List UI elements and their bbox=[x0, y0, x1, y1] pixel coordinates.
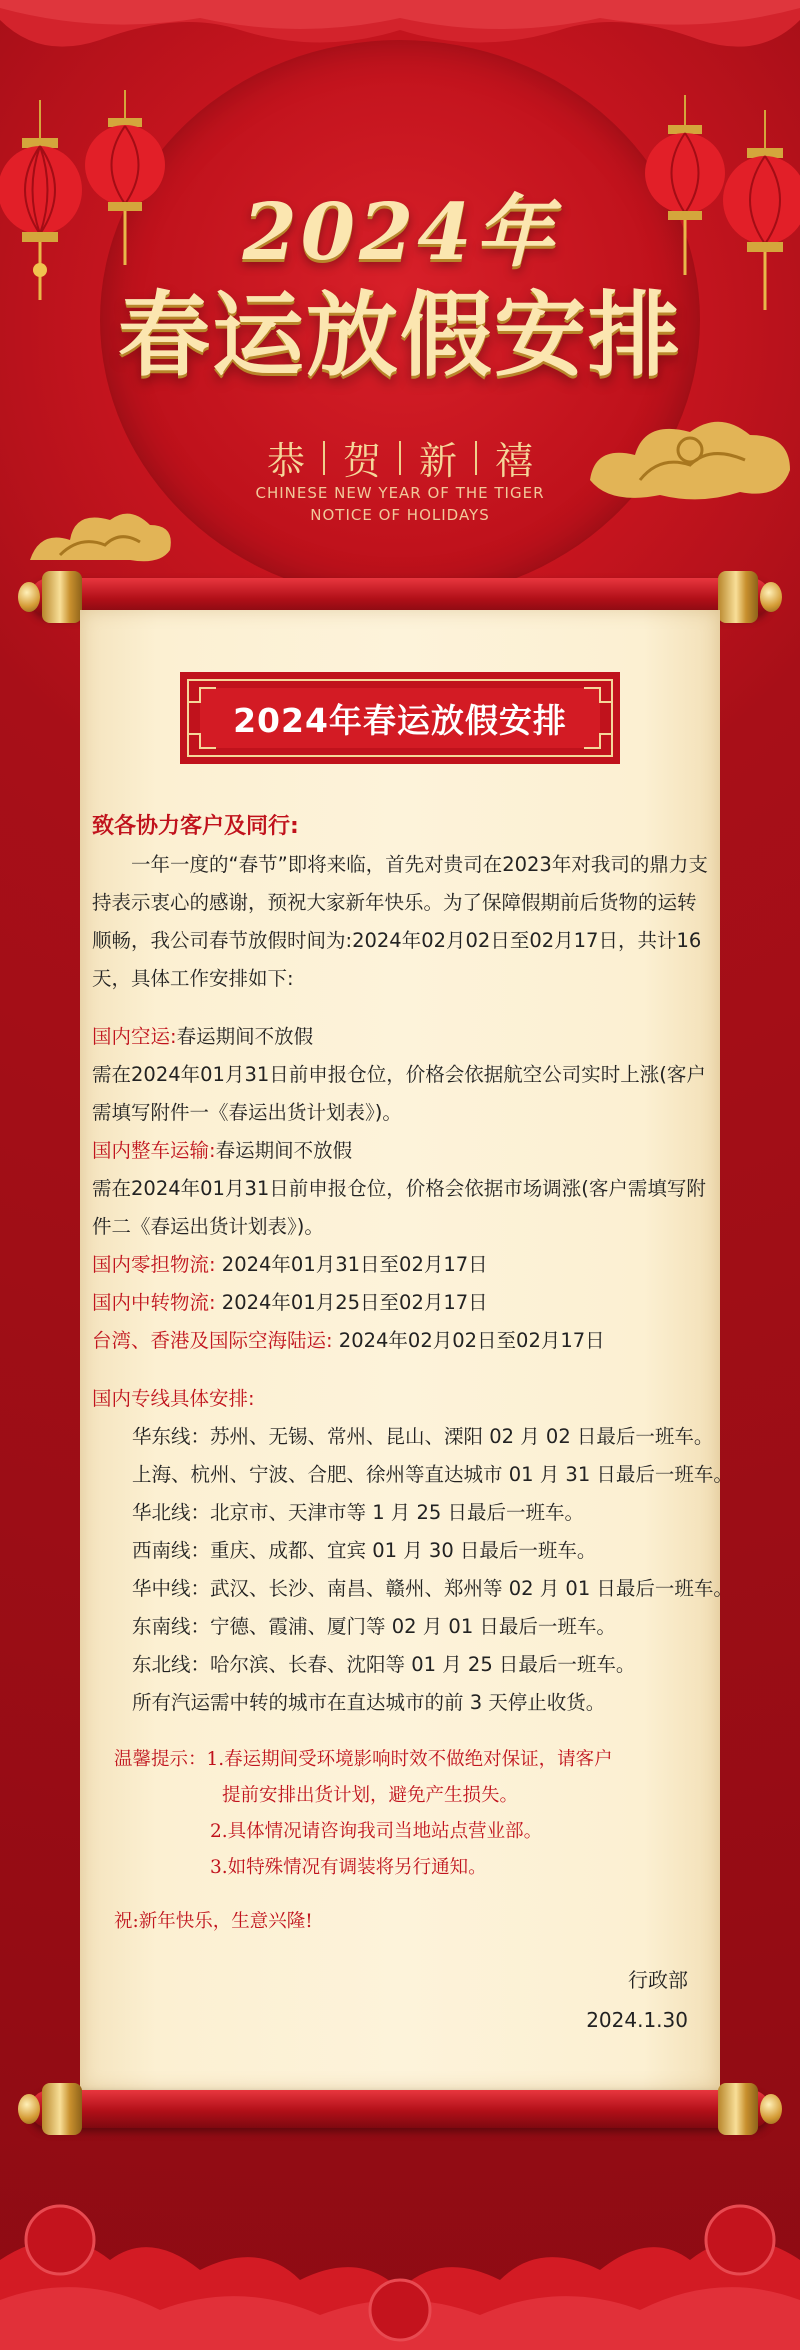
list-item: 上海、杭州、宁波、合肥、徐州等直达城市 01 月 31 日最后一班车。 bbox=[132, 1463, 733, 1486]
greeting-char: 禧 bbox=[495, 439, 534, 483]
page-title: 春运放假安排 bbox=[117, 281, 682, 389]
air-detail: 需在2024年01月31日前申报仓位，价格会依据航空公司实时上涨(客户需填写附件一《春运出货计划表》)。 bbox=[92, 1063, 706, 1124]
bottom-wave-decoration bbox=[0, 2200, 800, 2350]
notice-content bbox=[92, 808, 733, 2040]
truck-label: 国内整车运输: bbox=[92, 1139, 216, 1162]
air-row bbox=[92, 1018, 708, 1056]
salutation: 致各协力客户及同行: bbox=[92, 814, 299, 839]
cloud-icon bbox=[580, 410, 800, 510]
tip-item: 1.春运期间受环境影响时效不做绝对保证，请客户 bbox=[206, 1749, 613, 1770]
truck-value: 春运期间不放假 bbox=[215, 1139, 353, 1162]
scroll-tip bbox=[760, 582, 782, 612]
tip-item: 2.具体情况请咨询我司当地站点营业部。 bbox=[210, 1821, 543, 1842]
cloud-icon bbox=[20, 500, 180, 570]
lines-title: 国内专线具体安排: bbox=[92, 1387, 255, 1410]
divider bbox=[399, 441, 401, 475]
divider bbox=[475, 441, 477, 475]
air-label: 国内空运: bbox=[92, 1025, 177, 1048]
scroll-tip bbox=[18, 582, 40, 612]
signature-dept: 行政部 bbox=[628, 1968, 688, 1992]
greeting-char: 新 bbox=[419, 439, 458, 483]
list-item: 西南线：重庆、成都、宜宾 01 月 30 日最后一班车。 bbox=[132, 1539, 597, 1562]
scroll-tip bbox=[760, 2094, 782, 2124]
list-item: 华中线：武汉、长沙、南昌、赣州、郑州等 02 月 01 日最后一班车。 bbox=[132, 1577, 733, 1600]
scroll-cap bbox=[718, 2083, 758, 2135]
transfer-row bbox=[92, 1284, 708, 1322]
greeting-char: 恭 bbox=[266, 439, 305, 483]
list-item: 所有汽运需中转的城市在直达城市的前 3 天停止收货。 bbox=[132, 1691, 606, 1714]
tip-item: 提前安排出货计划，避免产生损失。 bbox=[222, 1785, 519, 1806]
list-item: 华东线：苏州、无锡、常州、昆山、溧阳 02 月 02 日最后一班车。 bbox=[132, 1425, 714, 1448]
tips-block bbox=[92, 1742, 708, 1940]
air-value: 春运期间不放假 bbox=[176, 1025, 314, 1048]
intl-value: 2024年02月02日至02月17日 bbox=[338, 1329, 605, 1352]
intl-label: 台湾、香港及国际空海陆运: bbox=[92, 1329, 333, 1352]
scroll-cap bbox=[42, 571, 82, 623]
scroll-cap bbox=[42, 2083, 82, 2135]
tips-label: 温馨提示： bbox=[114, 1749, 207, 1770]
ltl-value: 2024年01月31日至02月17日 bbox=[221, 1253, 488, 1276]
scroll-tip bbox=[18, 2094, 40, 2124]
truck-detail: 需在2024年01月31日前申报仓位，价格会依据市场调涨(客户需填写附件二《春运出货计划表》)。 bbox=[92, 1177, 706, 1238]
subtitle-english: CHINESE NEW YEAR OF THE TIGER bbox=[255, 484, 545, 502]
scroll-rod-bottom bbox=[30, 2090, 770, 2128]
intl-row bbox=[92, 1322, 708, 1360]
subtitle-english-2: NOTICE OF HOLIDAYS bbox=[310, 506, 490, 524]
lines-list bbox=[92, 1418, 733, 1722]
intro-paragraph: 一年一度的“春节”即将来临，首先对贵司在2023年对我司的鼎力支持表示衷心的感谢，预祝大家新年快乐。为了保障假期前后货物的运转顺畅，我公司春节放假时间为:2024年02月02日至02月17日，共计16天，具体工作安排如下: bbox=[92, 853, 708, 990]
list-item: 东南线：宁德、霞浦、厦门等 02 月 01 日最后一班车。 bbox=[132, 1615, 616, 1638]
tip-item: 3.如特殊情况有调装将另行通知。 bbox=[210, 1857, 487, 1878]
ltl-label: 国内零担物流: bbox=[92, 1253, 216, 1276]
title-year: 2024年 bbox=[242, 187, 558, 278]
list-item: 华北线：北京市、天津市等 1 月 25 日最后一班车。 bbox=[132, 1501, 585, 1524]
transfer-value: 2024年01月25日至02月17日 bbox=[221, 1291, 488, 1314]
ltl-row bbox=[92, 1246, 708, 1284]
wish: 祝:新年快乐，生意兴隆! bbox=[114, 1911, 313, 1932]
transfer-label: 国内中转物流: bbox=[92, 1291, 216, 1314]
list-item: 东北线：哈尔滨、长春、沈阳等 01 月 25 日最后一班车。 bbox=[132, 1653, 636, 1676]
scroll-cap bbox=[718, 571, 758, 623]
signature-date: 2024.1.30 bbox=[586, 2008, 688, 2032]
truck-row bbox=[92, 1132, 708, 1170]
divider bbox=[323, 441, 325, 475]
notice-header: 2024年春运放假安排 bbox=[233, 700, 567, 740]
greeting-char: 贺 bbox=[342, 439, 381, 483]
